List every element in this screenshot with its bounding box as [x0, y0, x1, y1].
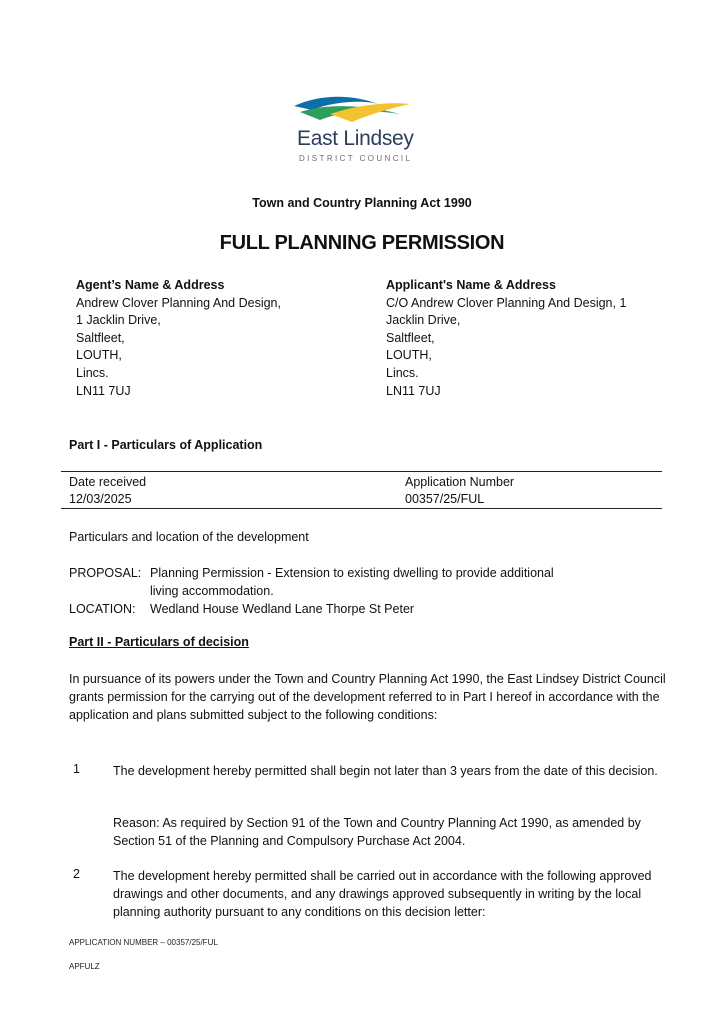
location-label: LOCATION: [69, 602, 136, 616]
footer-code: APFULZ [69, 962, 100, 971]
applicant-line: C/O Andrew Clover Planning And Design, 1 [386, 295, 627, 310]
part2-heading: Part II - Particulars of decision [69, 635, 249, 649]
applicant-address [386, 277, 656, 400]
applicant-line: Jacklin Drive, [386, 313, 461, 328]
applicant-line: LN11 7UJ [386, 383, 441, 398]
proposal-line-2: living accommodation. [150, 584, 274, 598]
footer-application-number: APPLICATION NUMBER – 00357/25/FUL [69, 938, 218, 947]
table-bottom-rule [61, 508, 662, 509]
location-value: Wedland House Wedland Lane Thorpe St Peter [150, 602, 415, 616]
proposal-line-1: Planning Permission - Extension to existing dwelling to provide additional [150, 566, 554, 580]
agent-address [76, 277, 366, 400]
date-received-label: Date received [69, 475, 147, 489]
condition-reason: Reason: As required by Section 91 of the Town and Country Planning Act 1990, as amended by Section 51 of the Planning and Compulsory Purchase Act 2004. [113, 816, 641, 848]
applicant-heading: Applicant's Name & Address [386, 278, 556, 292]
logo-subtitle: DISTRICT COUNCIL [299, 154, 413, 163]
logo-wordmark: East Lindsey [297, 127, 414, 150]
agent-line: Andrew Clover Planning And Design, [76, 295, 281, 310]
condition-number: 1 [73, 762, 80, 776]
application-number-label: Application Number [405, 475, 515, 489]
applicant-line: Lincs. [386, 365, 419, 380]
applicant-line: Saltfleet, [386, 330, 435, 345]
date-received-value: 12/03/2025 [69, 492, 132, 506]
part1-heading: Part I - Particulars of Application [69, 438, 263, 452]
table-top-rule [61, 471, 662, 472]
proposal-label: PROPOSAL: [69, 566, 142, 580]
agent-heading: Agent’s Name & Address [76, 278, 225, 292]
agent-line: LN11 7UJ [76, 383, 131, 398]
decision-paragraph: In pursuance of its powers under the Town and Country Planning Act 1990, the East Lindsey District Council grants permission for the carrying out of the development referred to in Part I hereof in accordance with the application and plans submitted subject to the following conditions: [69, 672, 666, 722]
agent-line: Saltfleet, [76, 330, 125, 345]
agent-line: LOUTH, [76, 348, 122, 363]
agent-line: Lincs. [76, 365, 109, 380]
page-title: FULL PLANNING PERMISSION [219, 232, 505, 254]
condition-text: The development hereby permitted shall begin not later than 3 years from the date of this decision. [113, 764, 658, 778]
application-number-value: 00357/25/FUL [405, 492, 485, 506]
act-title: Town and Country Planning Act 1990 [252, 196, 472, 210]
agent-line: 1 Jacklin Drive, [76, 313, 161, 328]
particulars-text: Particulars and location of the development [69, 530, 309, 544]
applicant-line: LOUTH, [386, 348, 432, 363]
condition-text: The development hereby permitted shall be carried out in accordance with the following approved drawings and other documents, and any drawings approved subsequently in writing by the local planning authority pursuant to any conditions on this decision letter: [113, 869, 652, 919]
condition-number: 2 [73, 867, 80, 881]
